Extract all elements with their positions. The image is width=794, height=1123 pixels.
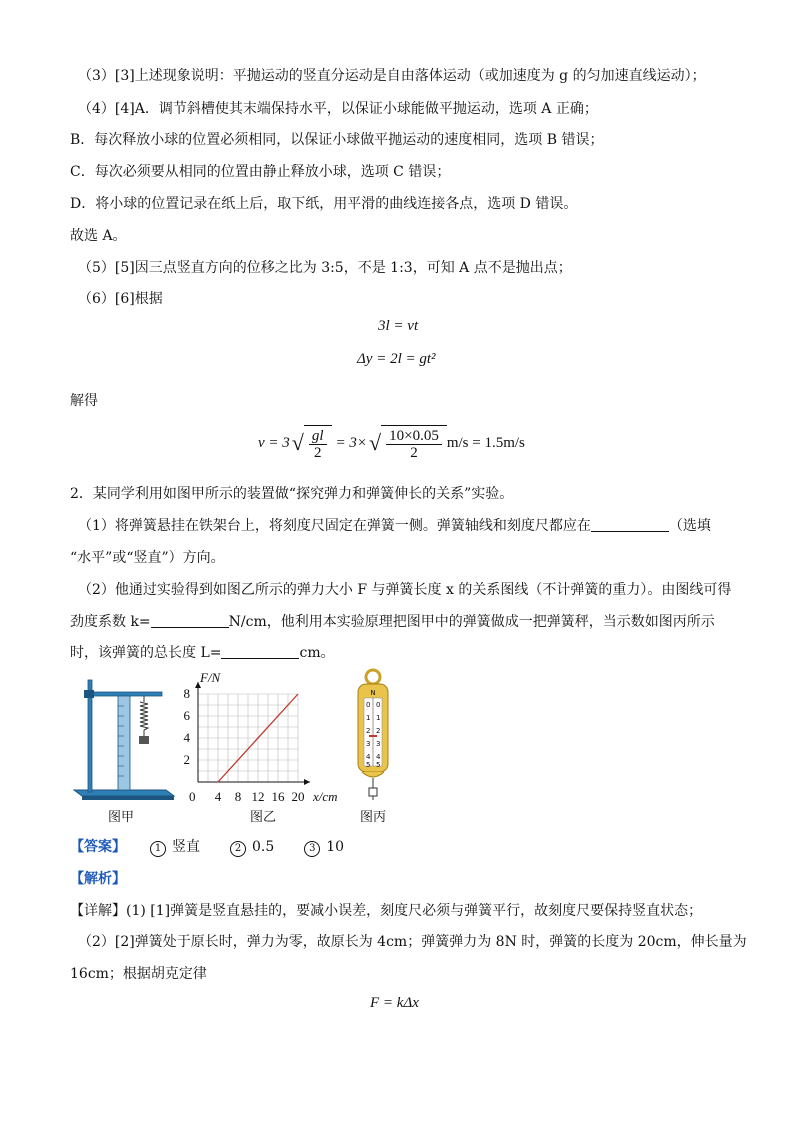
x-tick-label: 12 bbox=[251, 789, 265, 804]
question-part-1 bbox=[78, 516, 711, 536]
equation-hooke: F = kΔx bbox=[370, 995, 419, 1011]
q2-text: 劲度系数 k= bbox=[70, 614, 151, 630]
x-tick-label: 4 bbox=[214, 789, 222, 804]
text-line: “水平”或“竖直”）方向。 bbox=[70, 550, 225, 566]
analysis-line: 【详解】(1) [1]弹簧是竖直悬挂的，要减小误差，刻度尺必须与弹簧平行，故刻度尺要保持竖直状态； bbox=[70, 903, 703, 919]
force-length-chart bbox=[180, 668, 350, 808]
answer-text: 0.5 bbox=[252, 839, 275, 855]
scale-tick: 1 bbox=[376, 714, 381, 722]
equation: 3l = vt bbox=[378, 318, 419, 334]
spring-scale-figure bbox=[350, 668, 396, 804]
scale-tick: 2 bbox=[376, 727, 381, 735]
question-intro: 2．某同学利用如图甲所示的装置做“探究弹力和弹簧伸长的关系”实验。 bbox=[70, 486, 514, 502]
scale-unit: N bbox=[370, 689, 376, 697]
answer-blank bbox=[591, 517, 669, 532]
answer-blank bbox=[221, 644, 299, 659]
equation-solution bbox=[258, 425, 525, 461]
text-line: （3）[3]上述现象说明：平抛运动的竖直分运动是自由落体运动（或加速度为 g 的匀加速直线运动）； bbox=[78, 68, 706, 84]
x-tick-label: 16 bbox=[271, 789, 285, 804]
circled-number: 3 bbox=[304, 841, 320, 857]
q1-text: （1）将弹簧悬挂在铁架台上，将刻度尺固定在弹簧一侧。弹簧轴线和刻度尺都应在 bbox=[78, 518, 591, 534]
answer-text: 竖直 bbox=[172, 839, 200, 855]
x-axis-label: x/cm bbox=[313, 789, 338, 804]
answer-item bbox=[230, 837, 274, 857]
frac-numerator: gl bbox=[309, 428, 327, 445]
answer-row bbox=[70, 837, 344, 857]
x-tick-label: 20 bbox=[291, 789, 305, 804]
equation: Δy = 2l = gt² bbox=[357, 351, 436, 367]
analysis-line: （2）[2]弹簧处于原长时，弹力为零，故原长为 4cm；弹簧弹力为 8N 时，弹簧的长度为 20cm，伸长量为 bbox=[78, 934, 747, 950]
figure-caption: 图甲 bbox=[108, 810, 135, 825]
q2-text: 时，该弹簧的总长度 L= bbox=[70, 645, 222, 661]
scale-tick: 0 bbox=[376, 701, 381, 709]
text-line: 故选 A。 bbox=[70, 228, 127, 244]
analysis-tag: 【解析】 bbox=[70, 871, 126, 887]
text-line: 解得 bbox=[70, 393, 98, 409]
origin-label: 0 bbox=[189, 789, 196, 804]
frac-denominator: 2 bbox=[410, 445, 418, 461]
figure-iron-stand bbox=[68, 672, 178, 804]
scale-tick: 4 bbox=[376, 753, 381, 761]
scale-tick: 3 bbox=[366, 740, 371, 748]
answer-text: 10 bbox=[326, 839, 345, 855]
x-tick-label: 8 bbox=[234, 789, 242, 804]
answer-tag: 【答案】 bbox=[70, 839, 126, 855]
q2-text: N/cm，他利用本实验原理把图甲中的弹簧做成一把弹簧秤，当示数如图丙所示 bbox=[228, 614, 715, 630]
y-tick-label: 4 bbox=[183, 730, 190, 745]
x-axis-arrow-icon bbox=[304, 779, 310, 785]
figure-caption: 图乙 bbox=[250, 810, 277, 825]
analysis-line: 16cm；根据胡克定律 bbox=[70, 966, 207, 982]
q2-text: cm。 bbox=[299, 645, 335, 661]
text-line: （5）[5]因三点竖直方向的位移之比为 3:5，不是 1:3，可知 A 点不是抛出点； bbox=[78, 260, 572, 276]
answer-item bbox=[304, 837, 344, 857]
sqrt-sign: √ $\frac{gl}{2}$ bbox=[290, 425, 332, 461]
question-part-2-cont bbox=[70, 643, 335, 663]
scale-tick: 3 bbox=[376, 740, 381, 748]
question-part-2: （2）他通过实验得到如图乙所示的弹力大小 F 与弹簧长度 x 的关系图线（不计弹簧的重力）。由图线可得 bbox=[78, 582, 732, 598]
scale-pointer bbox=[369, 735, 377, 737]
scale-tick: 5 bbox=[376, 761, 381, 769]
q1-text: （选填 bbox=[668, 518, 711, 534]
text-line: B．每次释放小球的位置必须相同，以保证小球做平抛运动的速度相同，选项 B 错误； bbox=[70, 132, 604, 148]
circled-number: 2 bbox=[230, 841, 246, 857]
scale-tick: 4 bbox=[366, 753, 371, 761]
answer-item bbox=[150, 837, 200, 857]
scale-tick: 5 bbox=[366, 761, 371, 769]
text-line: C．每次必须要从相同的位置由静止释放小球，选项 C 错误； bbox=[70, 164, 451, 180]
sqrt-sign: √ $\frac{10\times 0.05}{2}$ bbox=[367, 425, 447, 461]
scale-tick: 0 bbox=[366, 701, 371, 709]
circled-number: 1 bbox=[150, 841, 166, 857]
question-part-2-cont bbox=[70, 612, 715, 632]
y-axis-label: F/N bbox=[200, 670, 221, 685]
scale-tick: 2 bbox=[366, 727, 371, 735]
text-line: （4）[4]A．调节斜槽使其末端保持水平，以保证小球能做平抛运动，选项 A 正确； bbox=[78, 101, 598, 117]
figure-caption: 图丙 bbox=[360, 810, 387, 825]
eq-prefix: v = 3 bbox=[258, 434, 290, 451]
eq-suffix: m/s = 1.5m/s bbox=[446, 434, 525, 451]
y-tick-label: 2 bbox=[183, 752, 190, 767]
scale-tick: 1 bbox=[366, 714, 371, 722]
frac-numerator: 10×0.05 bbox=[386, 428, 442, 445]
y-tick-label: 6 bbox=[183, 708, 190, 723]
answer-blank bbox=[151, 613, 229, 628]
eq-mid: = 3× bbox=[335, 434, 368, 451]
text-line: D．将小球的位置记录在纸上后，取下纸，用平滑的曲线连接各点，选项 D 错误。 bbox=[70, 196, 578, 212]
y-tick-label: 8 bbox=[183, 686, 190, 701]
frac-denominator: 2 bbox=[313, 445, 322, 461]
text-line: （6）[6]根据 bbox=[78, 291, 163, 307]
